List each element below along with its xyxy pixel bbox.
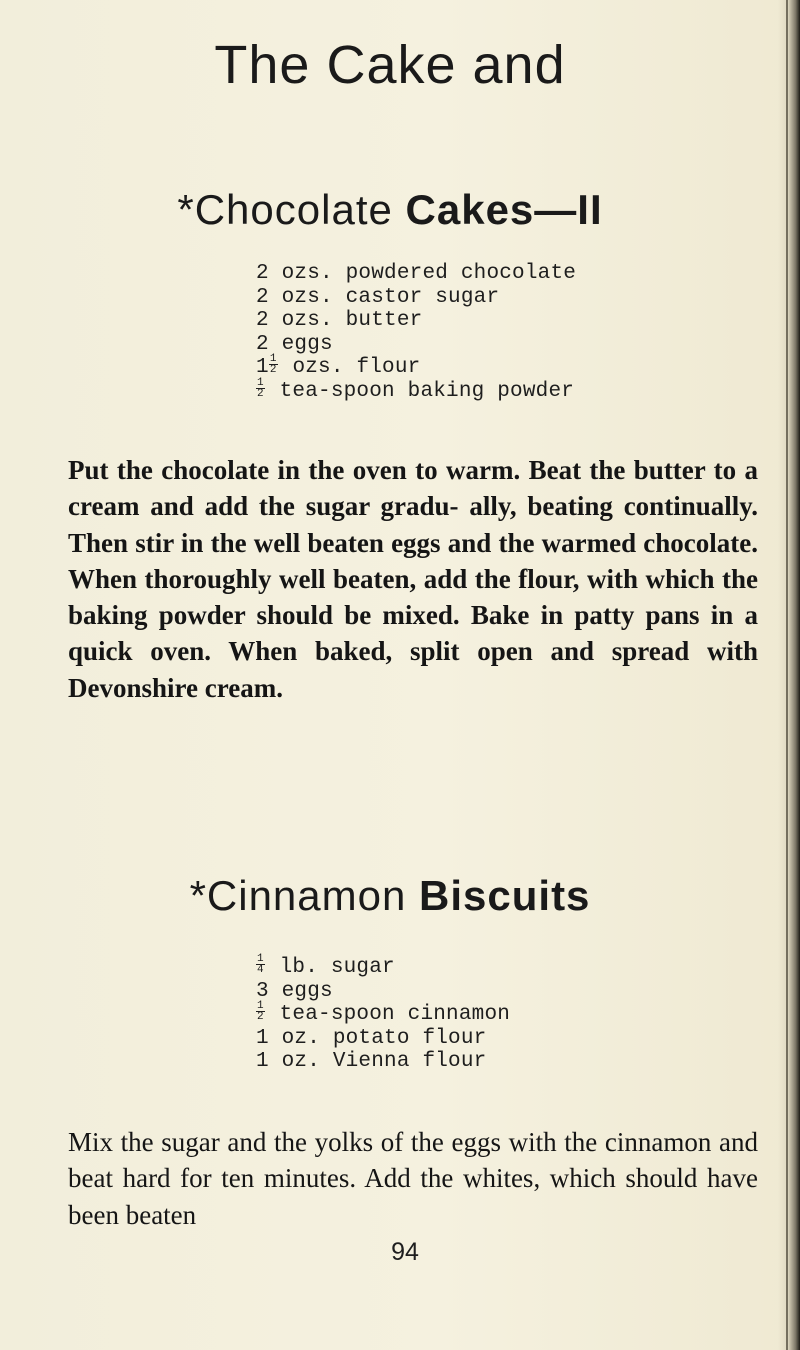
- ingredient-qty: 1: [256, 356, 269, 380]
- page-edge-shadow: [778, 0, 800, 1350]
- ingredient-item: [256, 333, 576, 357]
- ingredient-fraction: [269, 354, 278, 375]
- ingredient-item: [256, 1050, 510, 1074]
- ingredient-text: ozs. castor sugar: [281, 285, 500, 309]
- recipe-method-cinnamon-biscuits: Mix the sugar and the yolks of the eggs with the cinnamon and beat hard for ten minutes. Add the whites, which should have been beaten: [68, 1127, 758, 1230]
- ingredient-item: [256, 980, 510, 1004]
- ingredient-text: ozs. butter: [281, 309, 423, 332]
- recipe-title-chocolate-cakes: [0, 186, 780, 234]
- ingredient-qty: 1: [256, 1026, 269, 1050]
- ingredient-list-cinnamon-biscuits: [256, 953, 511, 1074]
- ingredient-qty: 2: [256, 309, 269, 332]
- ingredient-fraction: [256, 954, 265, 975]
- ingredient-item: [256, 353, 576, 380]
- ingredient-text: ozs. powdered chocolate: [281, 262, 577, 285]
- recipe-title-prefix: *Chocolate: [177, 186, 406, 233]
- ingredient-qty: 2: [256, 332, 269, 356]
- page-number: 94: [391, 1238, 419, 1266]
- ingredient-text: lb. sugar: [279, 956, 395, 980]
- recipe-title-cinnamon-biscuits: [0, 872, 780, 920]
- fraction-denominator: 2: [257, 387, 264, 400]
- fraction-numerator: 1: [269, 353, 277, 365]
- recipe-title-main: Biscuits: [419, 872, 591, 919]
- ingredient-text: eggs: [281, 332, 333, 356]
- recipe-title-prefix: *Cinnamon: [189, 872, 420, 919]
- ingredient-item: [256, 262, 576, 286]
- ingredient-item: [256, 286, 576, 310]
- fraction-denominator: 4: [257, 964, 264, 976]
- fraction-numerator: 1: [257, 953, 264, 965]
- ingredient-text: tea-spoon baking powder: [279, 379, 575, 403]
- ingredient-text: oz. Vienna flour: [281, 1050, 487, 1074]
- ingredient-qty: 3: [256, 979, 269, 1003]
- ingredient-item: [256, 1000, 511, 1027]
- recipe-method-chocolate-cakes: Put the chocolate in the oven to warm. Beat the butter to a cream and add the sugar gradu- ally, beating continually. Then stir in the well beaten eggs and the warmed chocolate. When thoroughly well beaten, add the flour, with which the baking powder should be mixed. Bake in patty pans in a quick oven. When baked, split open and spread with Devonshire cream.: [68, 455, 758, 703]
- ingredient-item: [256, 376, 576, 404]
- ingredient-text: tea-spoon cinnamon: [279, 1003, 511, 1027]
- running-head: The Cake and: [214, 35, 566, 95]
- ingredient-text: eggs: [281, 979, 333, 1003]
- ingredient-qty: 2: [256, 262, 269, 285]
- page-edge-line: [786, 0, 788, 1350]
- ingredient-item: [256, 953, 510, 980]
- ingredient-text: oz. potato flour: [281, 1026, 487, 1050]
- fraction-numerator: 1: [257, 376, 264, 389]
- ingredient-fraction: [256, 378, 265, 399]
- ingredient-qty: 1: [256, 1050, 269, 1074]
- fraction-denominator: 2: [257, 1011, 264, 1024]
- ingredient-item: [256, 309, 576, 333]
- ingredient-text: ozs. flour: [292, 356, 421, 380]
- ingredient-qty: 2: [256, 285, 269, 309]
- ingredient-item: [256, 1027, 510, 1051]
- recipe-title-main: Cakes—II: [405, 186, 603, 233]
- ingredient-list-chocolate-cakes: [256, 262, 576, 403]
- fraction-denominator: 2: [269, 364, 277, 376]
- fraction-numerator: 1: [257, 1000, 264, 1013]
- ingredient-fraction: [256, 1001, 265, 1022]
